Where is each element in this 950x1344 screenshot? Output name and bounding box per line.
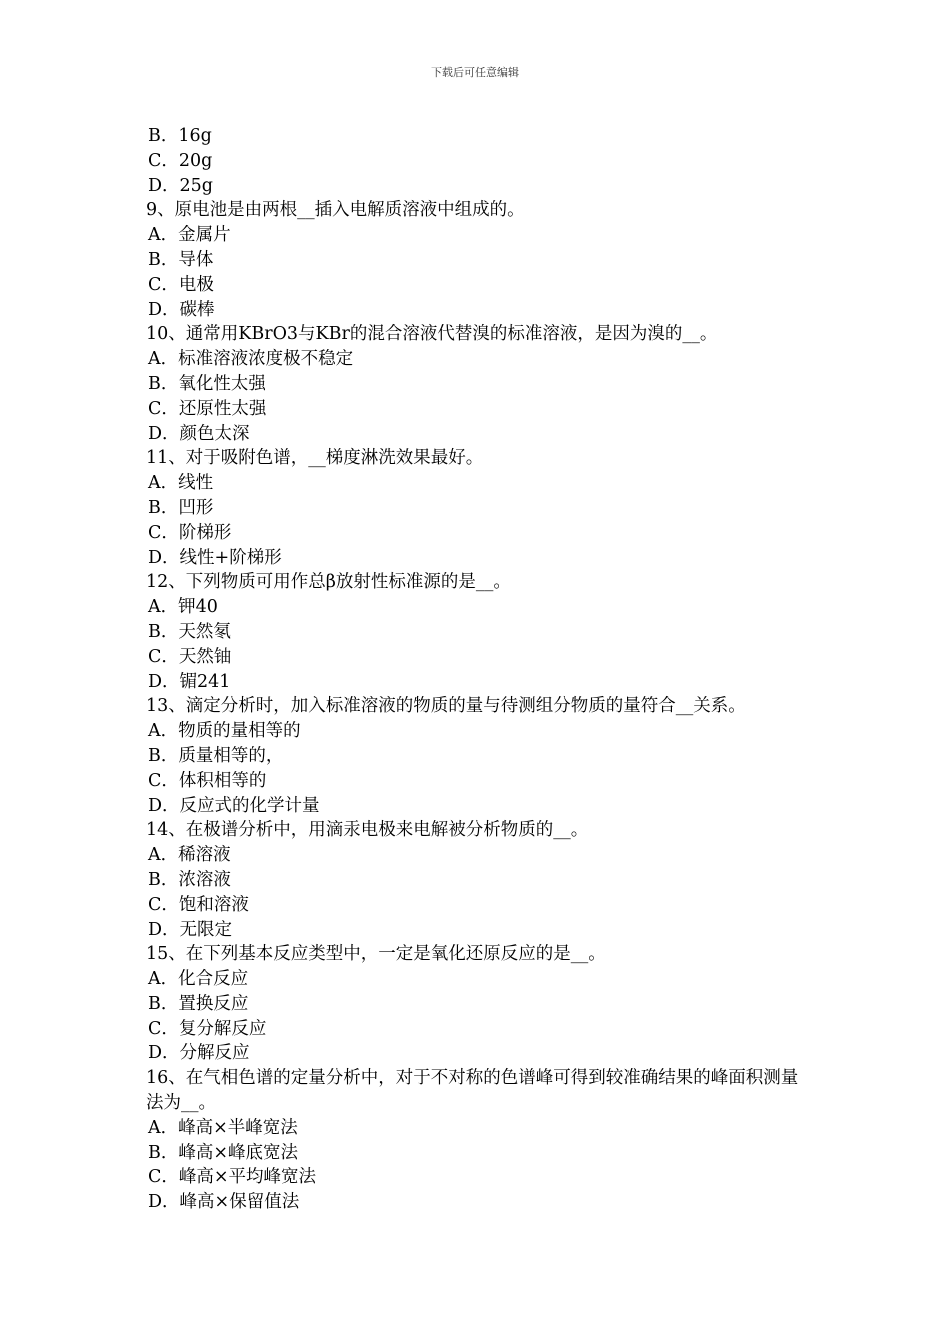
question-15-option-b: B．置换反应 — [148, 993, 249, 1014]
question-13-option-d: D．反应式的化学计量 — [148, 795, 320, 816]
question-13-option-b: B．质量相等的， — [148, 745, 284, 766]
question-14-option-c: C．饱和溶液 — [148, 894, 249, 915]
question-12-option-a: A．钾40 — [148, 597, 218, 618]
question-9-option-b: B．导体 — [148, 249, 214, 270]
question-16-option-d: D．峰高×保留值法 — [148, 1192, 300, 1213]
question-12-option-b: B．天然氡 — [148, 621, 231, 642]
option-d: D．25g — [148, 175, 214, 196]
question-11-option-c: C．阶梯形 — [148, 522, 232, 543]
option-b: B．16g — [148, 126, 212, 146]
question-16-option-c: C．峰高×平均峰宽法 — [148, 1167, 317, 1188]
question-16-option-b: B．峰高×峰底宽法 — [148, 1142, 299, 1163]
question-11-option-a: A．线性 — [148, 473, 214, 494]
question-13-option-a: A．物质的量相等的 — [148, 721, 301, 742]
question-10-option-d: D．颜色太深 — [148, 423, 250, 444]
question-10-option-c: C．还原性太强 — [148, 398, 267, 419]
question-13-stem: 13、滴定分析时，加入标准溶液的物质的量与待测组分物质的量符合__关系。 — [146, 696, 746, 717]
question-12-option-d: D．镅241 — [148, 671, 231, 692]
question-10-option-a: A．标准溶液浓度极不稳定 — [148, 349, 354, 370]
question-11-option-d: D．线性+阶梯形 — [148, 547, 282, 568]
question-15-option-d: D．分解反应 — [148, 1043, 250, 1064]
question-9-stem: 9、原电池是由两根__插入电解质溶液中组成的。 — [146, 200, 525, 221]
question-9-option-c: C．电极 — [148, 274, 214, 295]
question-12-option-c: C．天然铀 — [148, 646, 232, 667]
question-14-option-b: B．浓溶液 — [148, 869, 231, 890]
question-14-stem: 14、在极谱分析中，用滴汞电极来电解被分析物质的__。 — [146, 820, 589, 841]
question-10-option-b: B．氧化性太强 — [148, 373, 266, 394]
question-16-option-a: A．峰高×半峰宽法 — [148, 1117, 298, 1138]
option-c: C．20g — [148, 150, 213, 171]
page-header: 下载后可任意编辑 — [431, 66, 519, 79]
question-11-option-b: B．凹形 — [148, 497, 214, 518]
question-14-option-d: D．无限定 — [148, 919, 233, 940]
question-14-option-a: A．稀溶液 — [148, 845, 231, 866]
question-13-option-c: C．体积相等的 — [148, 770, 267, 791]
question-15-stem: 15、在下列基本反应类型中，一定是氧化还原反应的是__。 — [146, 944, 606, 965]
question-9-option-d: D．碳棒 — [148, 299, 215, 320]
question-12-stem: 12、下列物质可用作总β放射性标准源的是__。 — [146, 572, 511, 593]
question-15-option-a: A．化合反应 — [148, 969, 249, 990]
question-15-option-c: C．复分解反应 — [148, 1018, 267, 1039]
question-9-option-a: A．金属片 — [148, 225, 231, 246]
question-10-stem: 10、通常用KBrO3与KBr的混合溶液代替溴的标准溶液，是因为溴的__。 — [146, 324, 718, 345]
question-list — [146, 124, 810, 1215]
question-16-stem: 16、在气相色谱的定量分析中，对于不对称的色谱峰可得到较准确结果的峰面积测量法为__。 — [146, 1068, 799, 1114]
question-11-stem: 11、对于吸附色谱，__梯度淋洗效果最好。 — [146, 448, 484, 469]
